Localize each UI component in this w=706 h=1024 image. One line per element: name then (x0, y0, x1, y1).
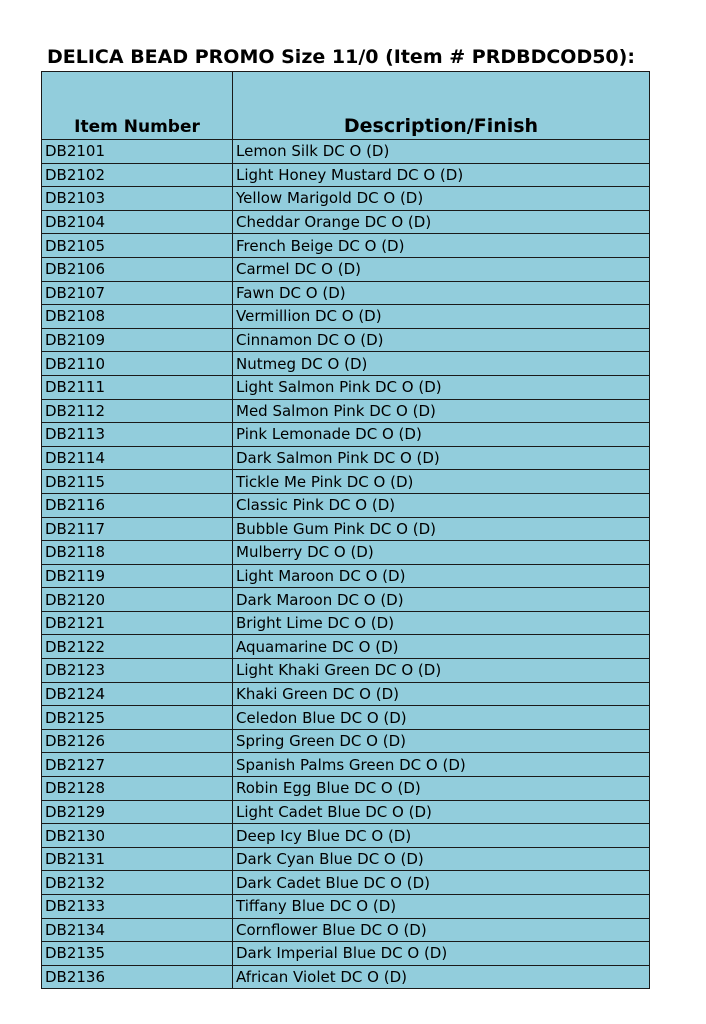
item-number-cell: DB2135 (42, 942, 233, 966)
description-cell: Khaki Green DC O (D) (233, 682, 650, 706)
item-number-cell: DB2116 (42, 493, 233, 517)
item-number-cell: DB2113 (42, 423, 233, 447)
description-cell: Classic Pink DC O (D) (233, 493, 650, 517)
item-number-cell: DB2130 (42, 824, 233, 848)
description-cell: Bubble Gum Pink DC O (D) (233, 517, 650, 541)
item-number-cell: DB2119 (42, 564, 233, 588)
item-number-cell: DB2102 (42, 163, 233, 187)
table-row (42, 824, 650, 848)
item-number-cell: DB2124 (42, 682, 233, 706)
description-cell: Pink Lemonade DC O (D) (233, 423, 650, 447)
item-number-cell: DB2133 (42, 895, 233, 919)
table-row (42, 470, 650, 494)
table-row (42, 352, 650, 376)
table-row (42, 942, 650, 966)
table-row (42, 895, 650, 919)
table-row (42, 257, 650, 281)
table-row (42, 706, 650, 730)
table-row (42, 140, 650, 164)
description-cell: Robin Egg Blue DC O (D) (233, 777, 650, 801)
item-number-cell: DB2126 (42, 729, 233, 753)
description-cell: Mulberry DC O (D) (233, 541, 650, 565)
table-row (42, 777, 650, 801)
description-cell: Deep Icy Blue DC O (D) (233, 824, 650, 848)
table-row (42, 541, 650, 565)
item-number-cell: DB2101 (42, 140, 233, 164)
description-cell: Dark Imperial Blue DC O (D) (233, 942, 650, 966)
item-number-cell: DB2103 (42, 187, 233, 211)
description-cell: Nutmeg DC O (D) (233, 352, 650, 376)
description-cell: Cornflower Blue DC O (D) (233, 918, 650, 942)
table-row (42, 187, 650, 211)
description-cell: African Violet DC O (D) (233, 965, 650, 989)
description-cell: Carmel DC O (D) (233, 257, 650, 281)
table-row (42, 659, 650, 683)
table-row (42, 753, 650, 777)
header-row (42, 72, 650, 140)
table-row (42, 611, 650, 635)
description-cell: Tickle Me Pink DC O (D) (233, 470, 650, 494)
description-cell: Light Honey Mustard DC O (D) (233, 163, 650, 187)
description-cell: Light Khaki Green DC O (D) (233, 659, 650, 683)
description-cell: Vermillion DC O (D) (233, 305, 650, 329)
item-number-cell: DB2120 (42, 588, 233, 612)
item-number-cell: DB2109 (42, 328, 233, 352)
table-row (42, 564, 650, 588)
description-cell: Celedon Blue DC O (D) (233, 706, 650, 730)
description-cell: Dark Salmon Pink DC O (D) (233, 446, 650, 470)
item-number-cell: DB2131 (42, 847, 233, 871)
item-number-cell: DB2125 (42, 706, 233, 730)
item-number-cell: DB2115 (42, 470, 233, 494)
table-row (42, 847, 650, 871)
item-number-cell: DB2121 (42, 611, 233, 635)
description-cell: Bright Lime DC O (D) (233, 611, 650, 635)
table-row (42, 446, 650, 470)
table-row (42, 588, 650, 612)
description-cell: Spring Green DC O (D) (233, 729, 650, 753)
table-row (42, 234, 650, 258)
description-cell: Tiffany Blue DC O (D) (233, 895, 650, 919)
item-number-cell: DB2111 (42, 375, 233, 399)
item-number-cell: DB2123 (42, 659, 233, 683)
table-row (42, 163, 650, 187)
description-cell: Med Salmon Pink DC O (D) (233, 399, 650, 423)
table-row (42, 305, 650, 329)
description-cell: Yellow Marigold DC O (D) (233, 187, 650, 211)
item-number-cell: DB2112 (42, 399, 233, 423)
table-row (42, 423, 650, 447)
table-row (42, 399, 650, 423)
item-number-cell: DB2129 (42, 800, 233, 824)
description-cell: Light Salmon Pink DC O (D) (233, 375, 650, 399)
table-row (42, 375, 650, 399)
item-number-cell: DB2104 (42, 210, 233, 234)
description-cell: Light Maroon DC O (D) (233, 564, 650, 588)
table-row (42, 517, 650, 541)
item-number-cell: DB2108 (42, 305, 233, 329)
table-row (42, 871, 650, 895)
description-cell: Dark Cadet Blue DC O (D) (233, 871, 650, 895)
item-number-cell: DB2122 (42, 635, 233, 659)
description-cell: Cheddar Orange DC O (D) (233, 210, 650, 234)
item-number-cell: DB2110 (42, 352, 233, 376)
item-number-cell: DB2127 (42, 753, 233, 777)
item-table (41, 71, 650, 989)
table-row (42, 281, 650, 305)
table-row (42, 729, 650, 753)
table-row (42, 800, 650, 824)
header-item-number: Item Number (42, 72, 233, 140)
description-cell: Dark Maroon DC O (D) (233, 588, 650, 612)
description-cell: Cinnamon DC O (D) (233, 328, 650, 352)
table-row (42, 493, 650, 517)
description-cell: Spanish Palms Green DC O (D) (233, 753, 650, 777)
item-number-cell: DB2132 (42, 871, 233, 895)
description-cell: Lemon Silk DC O (D) (233, 140, 650, 164)
table-row (42, 210, 650, 234)
description-cell: Aquamarine DC O (D) (233, 635, 650, 659)
table-body (42, 140, 650, 989)
table-row (42, 918, 650, 942)
table-row (42, 635, 650, 659)
page-title: DELICA BEAD PROMO Size 11/0 (Item # PRDBDCOD50): (47, 46, 635, 68)
table-row (42, 328, 650, 352)
item-number-cell: DB2136 (42, 965, 233, 989)
description-cell: French Beige DC O (D) (233, 234, 650, 258)
item-number-cell: DB2134 (42, 918, 233, 942)
description-cell: Dark Cyan Blue DC O (D) (233, 847, 650, 871)
item-number-cell: DB2105 (42, 234, 233, 258)
item-number-cell: DB2128 (42, 777, 233, 801)
description-cell: Fawn DC O (D) (233, 281, 650, 305)
header-description: Description/Finish (233, 72, 650, 140)
item-number-cell: DB2106 (42, 257, 233, 281)
item-number-cell: DB2117 (42, 517, 233, 541)
item-number-cell: DB2114 (42, 446, 233, 470)
table-row (42, 682, 650, 706)
item-number-cell: DB2107 (42, 281, 233, 305)
item-number-cell: DB2118 (42, 541, 233, 565)
table-row (42, 965, 650, 989)
description-cell: Light Cadet Blue DC O (D) (233, 800, 650, 824)
